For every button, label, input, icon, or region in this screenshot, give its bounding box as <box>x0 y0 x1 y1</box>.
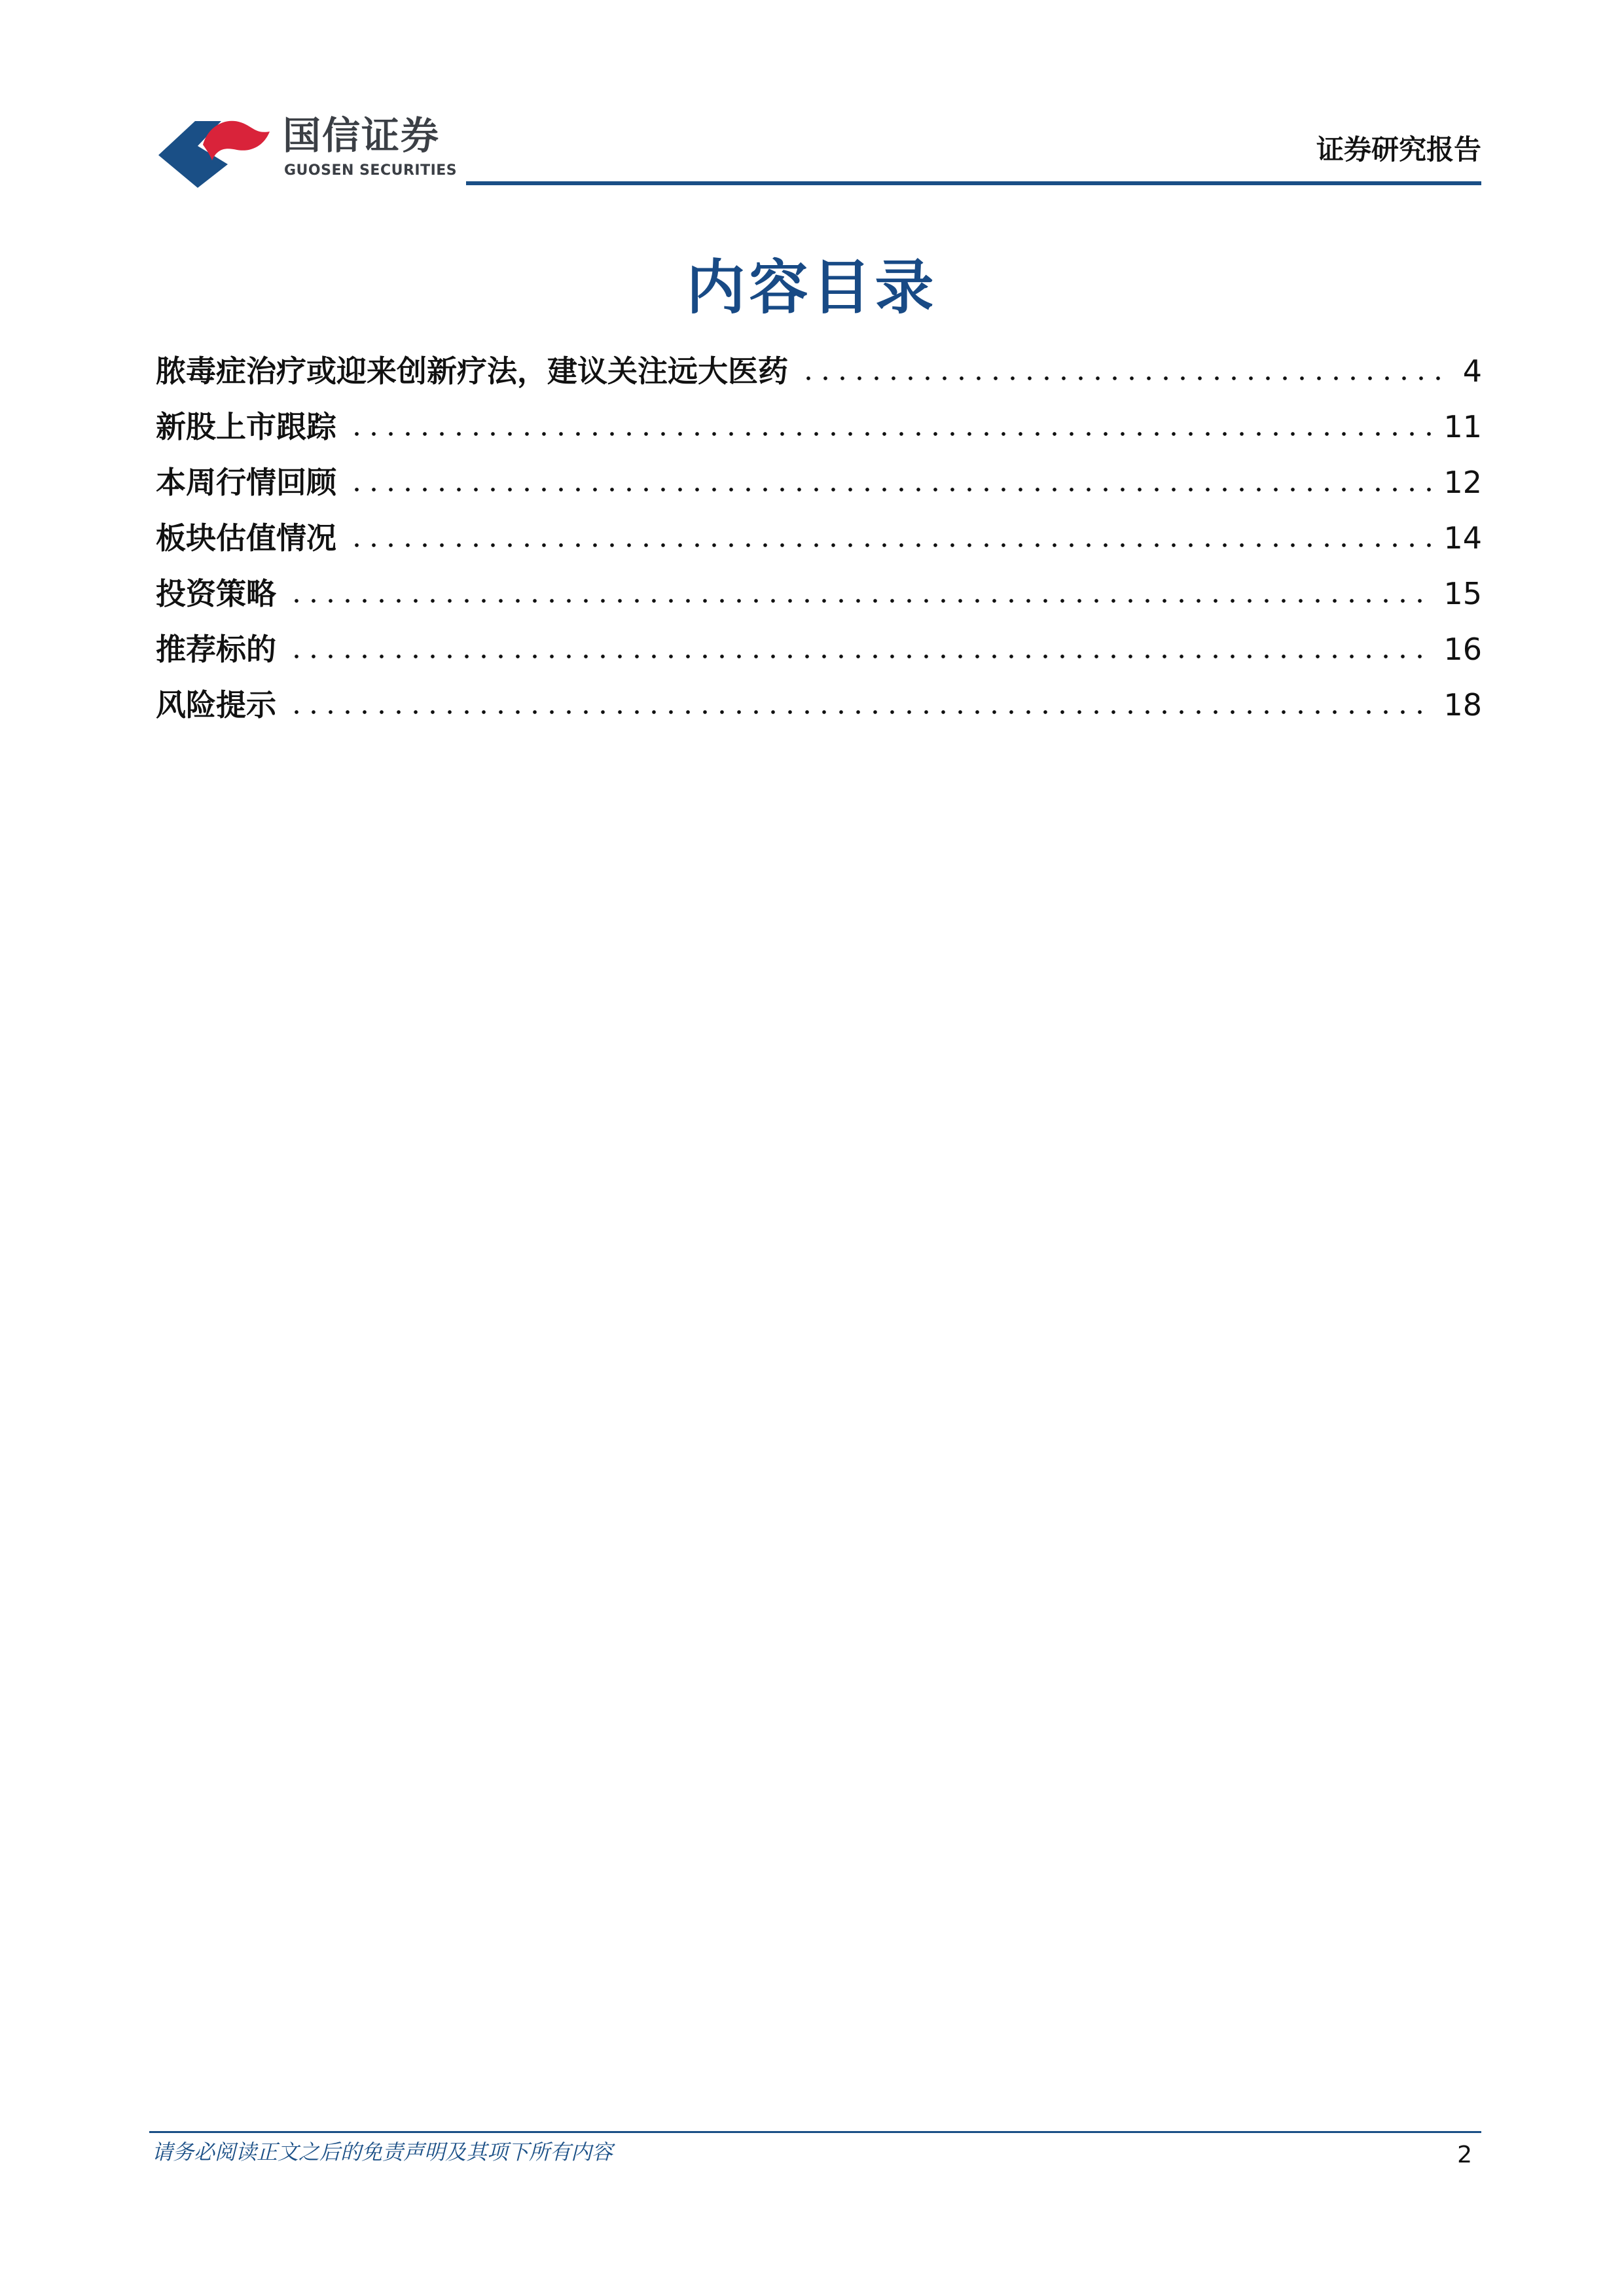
toc-dot-leader <box>348 432 1432 436</box>
footer-disclaimer: 请务必阅读正文之后的免责声明及其项下所有内容 <box>152 2140 613 2164</box>
toc-entry-label: 推荐标的 <box>156 632 276 667</box>
logo-english-name: GUOSEN SECURITIES <box>284 162 458 179</box>
guosen-logo-icon <box>157 115 275 190</box>
toc-entry[interactable] <box>156 511 1482 566</box>
toc-entry-label: 本周行情回顾 <box>156 465 336 500</box>
toc-dot-leader <box>348 488 1432 492</box>
toc-entry[interactable] <box>156 344 1482 399</box>
footer-divider <box>149 2131 1481 2133</box>
toc-dot-leader <box>288 599 1432 603</box>
toc-entry[interactable] <box>156 399 1482 455</box>
toc-dot-leader <box>348 543 1432 547</box>
toc-dot-leader <box>288 655 1432 658</box>
page-number: 2 <box>1457 2142 1472 2168</box>
toc-entry-page: 14 <box>1443 520 1482 556</box>
toc-entry[interactable] <box>156 566 1482 622</box>
toc-entry[interactable] <box>156 455 1482 511</box>
toc-dot-leader <box>800 376 1451 380</box>
toc-dot-leader <box>288 710 1432 714</box>
header-divider <box>466 181 1481 185</box>
toc-entry-page: 18 <box>1443 687 1482 723</box>
page-header <box>0 0 1624 196</box>
toc-entry-page: 11 <box>1443 409 1482 444</box>
toc-entry-page: 15 <box>1443 576 1482 611</box>
toc-entry-label: 板块估值情况 <box>156 520 336 556</box>
toc-entry[interactable] <box>156 677 1482 733</box>
report-type-label: 证券研究报告 <box>1316 134 1481 166</box>
toc-entry-page: 12 <box>1443 465 1482 500</box>
toc-entry-label: 脓毒症治疗或迎来创新疗法，建议关注远大医药 <box>156 353 788 389</box>
toc-title: 内容目录 <box>686 253 938 322</box>
toc-entry-label: 风险提示 <box>156 687 276 723</box>
toc-entry-page: 16 <box>1443 632 1482 667</box>
toc-entry-label: 投资策略 <box>156 576 276 611</box>
table-of-contents <box>156 344 1482 733</box>
toc-entry-label: 新股上市跟踪 <box>156 409 336 444</box>
logo-chinese-name: 国信证券 <box>283 113 441 158</box>
toc-entry[interactable] <box>156 622 1482 677</box>
toc-entry-page: 4 <box>1462 353 1482 389</box>
